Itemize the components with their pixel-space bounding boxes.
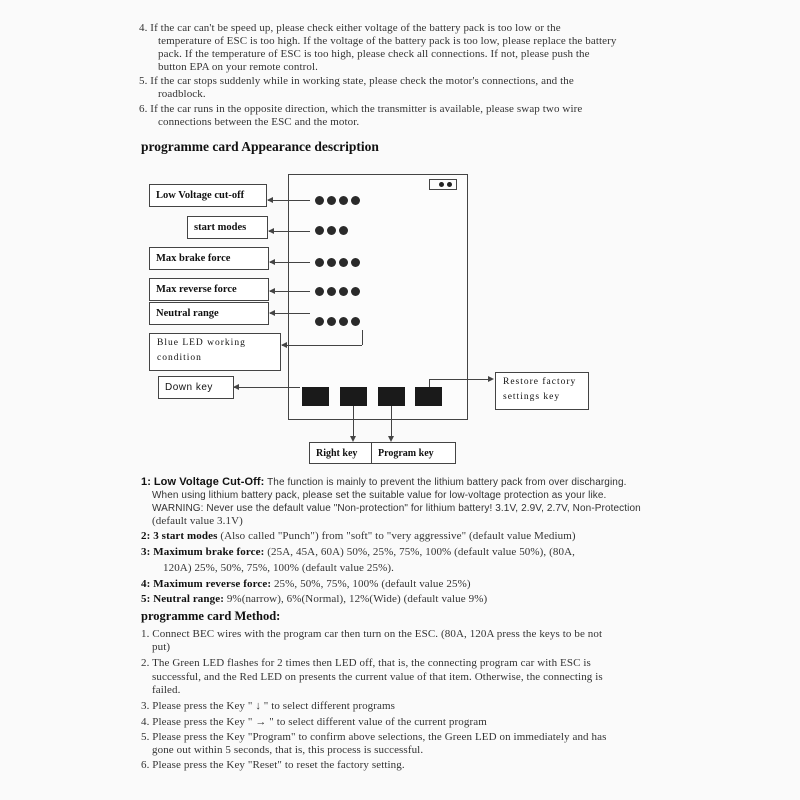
arrow-start-modes — [269, 231, 310, 232]
method-6: 6. Please press the Key "Reset" to reset the factory setting. — [141, 759, 405, 771]
desc-2 — [141, 530, 576, 543]
method-2-line2: successful, and the Red LED on presents the current value of that item. Otherwise, the connecting is — [152, 671, 603, 683]
label-start-modes: start modes — [187, 216, 268, 239]
desc-2-num: 2: — [141, 530, 151, 542]
label-blue-led — [149, 333, 281, 371]
restore-line2: settings key — [503, 392, 561, 402]
item5-line2: roadblock. — [158, 88, 206, 100]
method-3: 3. Please press the Key " ↓ " to select different programs — [141, 700, 396, 712]
desc-1-line4: (default value 3.1V) — [152, 515, 243, 527]
restore-line1: Restore factory — [503, 377, 577, 387]
arrow-neutral — [270, 313, 310, 314]
label-max-brake: Max brake force — [149, 247, 269, 270]
label-low-voltage: Low Voltage cut-off — [149, 184, 267, 207]
desc-5-title: Neutral range: — [153, 593, 224, 605]
programme-card — [288, 174, 468, 420]
arrow-reverse — [270, 291, 310, 292]
desc-2-text: (Also called "Punch") from "soft" to "very aggressive" (default value Medium) — [217, 530, 576, 542]
desc-3 — [141, 546, 575, 559]
label-down-key: Down key — [158, 376, 234, 399]
desc-1-text: The function is mainly to prevent the lithium battery pack from over discharging. — [264, 477, 627, 488]
desc-5-num: 5: — [141, 593, 151, 605]
desc-4 — [141, 578, 471, 591]
desc-5-text: 9%(narrow), 6%(Normal), 12%(Wide) (default value 9%) — [223, 593, 488, 605]
down-key[interactable] — [302, 387, 329, 406]
blue-led-line2: condition — [157, 353, 202, 363]
method-5-line2: gone out within 5 seconds, that is, this process is successful. — [152, 744, 424, 756]
desc-4-text: 25%, 50%, 75%, 100% (default value 25%) — [271, 578, 471, 590]
method-heading: programme card Method: — [141, 609, 281, 623]
right-key[interactable] — [340, 387, 367, 406]
appearance-heading: programme card Appearance description — [141, 139, 379, 154]
label-right-key: Right key — [309, 442, 372, 464]
arrow-low-voltage — [268, 200, 310, 201]
method-2-line3: failed. — [152, 684, 181, 696]
label-restore — [495, 372, 589, 410]
item4-line3: pack. If the temperature of ESC is too high, please check all connections. If not, please push the — [158, 48, 590, 60]
arrow-brake — [270, 262, 310, 263]
method-1-line2: put) — [152, 641, 171, 653]
desc-3-title: Maximum brake force: — [153, 546, 265, 558]
label-program-key: Program key — [371, 442, 456, 464]
program-key[interactable] — [378, 387, 405, 406]
desc-5 — [141, 593, 487, 606]
desc-1 — [141, 476, 626, 489]
method-2-line1: 2. The Green LED flashes for 2 times then LED off, that is, the connecting program car with ESC is — [141, 657, 591, 669]
arrow-down-key — [234, 387, 300, 388]
desc-2-title: 3 start modes — [153, 530, 218, 542]
item5-line1: 5. If the car stops suddenly while in working state, please check the motor's connections, and the — [139, 75, 574, 87]
desc-4-title: Maximum reverse force: — [153, 578, 272, 590]
desc-3-text: (25A, 45A, 60A) 50%, 25%, 75%, 100% (default value 50%), (80A, — [264, 546, 575, 558]
desc-1-line2: When using lithium battery pack, please set the suitable value for low-voltage protection as your like. — [152, 490, 607, 501]
method-1-line1: 1. Connect BEC wires with the program car then turn on the ESC. (80A, 120A press the keys to be not — [141, 628, 603, 640]
indicator-box — [429, 179, 457, 190]
desc-3-line2: 120A) 25%, 50%, 75%, 100% (default value 25%). — [163, 562, 394, 574]
desc-1-line3: WARNING: Never use the default value "Non-protection" for lithium battery! 3.1V, 2.9V, 2.7V, Non-Protection — [152, 503, 641, 514]
method-5-line1: 5. Please press the Key "Program" to confirm above selections, the Green LED on immediately and has — [141, 731, 607, 743]
label-max-reverse: Max reverse force — [149, 278, 269, 301]
item6-line1: 6. If the car runs in the opposite direction, which the transmitter is available, please swap two wire — [139, 103, 583, 115]
desc-1-title: Low Voltage Cut-Off: — [153, 476, 265, 488]
method-4: 4. Please press the Key " → " to select different value of the current program — [141, 716, 487, 728]
blue-led-line1: Blue LED working — [157, 338, 246, 348]
label-neutral-range: Neutral range — [149, 302, 269, 325]
desc-4-num: 4: — [141, 578, 151, 590]
item4-line1: 4. If the car can't be speed up, please check either voltage of the battery pack is too low or the — [139, 22, 561, 34]
restore-key[interactable] — [415, 387, 442, 406]
item4-line2: temperature of ESC is too high. If the voltage of the battery pack is too low, please replace the battery — [158, 35, 617, 47]
item6-line2: connections between the ESC and the motor. — [158, 116, 360, 128]
desc-1-num: 1: — [141, 476, 151, 488]
item4-line4: button EPA on your remote control. — [158, 61, 319, 73]
desc-3-num: 3: — [141, 546, 151, 558]
